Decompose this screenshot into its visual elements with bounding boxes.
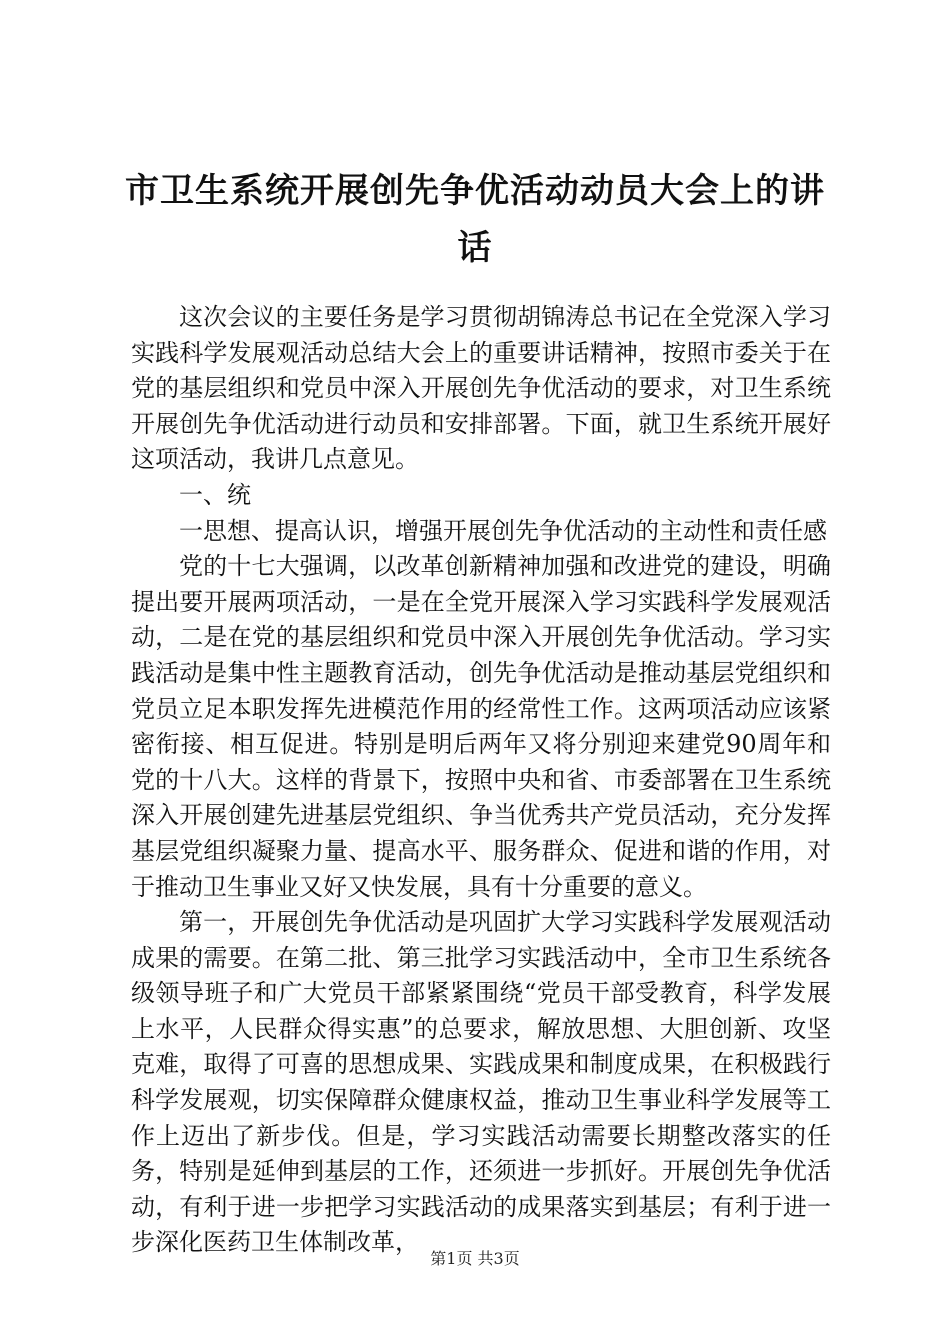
page-number-footer: 第1页 共3页 xyxy=(430,1249,520,1268)
document-body xyxy=(131,300,831,1261)
paragraph: 这次会议的主要任务是学习贯彻胡锦涛总书记在全党深入学习实践科学发展观活动总结大会上的重要讲话精神，按照市委关于在党的基层组织和党员中深入开展创先争优活动的要求，对卫生系统开展创先争优活动进行动员和安排部署。下面，就卫生系统开展好这项活动，我讲几点意见。 xyxy=(131,303,831,474)
section-subheading: 一思想、提高认识，增强开展创先争优活动的主动性和责任感 xyxy=(179,516,827,545)
paragraph: 第一，开展创先争优活动是巩固扩大学习实践科学发展观活动成果的需要。在第二批、第三批学习实践活动中，全市卫生系统各级领导班子和广大党员干部紧紧围绕“党员干部受教育，科学发展上水平，人民群众得实惠”的总要求，解放思想、大胆创新、攻坚克难，取得了可喜的思想成果、实践成果和制度成果，在积极践行科学发展观，切实保障群众健康权益，推动卫生事业科学发展等工作上迈出了新步伐。但是，学习实践活动需要长期整改落实的任务，特别是延伸到基层的工作，还须进一步抓好。开展创先争优活动，有利于进一步把学习实践活动的成果落实到基层；有利于进一步深化医药卫生体制改革， xyxy=(131,908,831,1257)
document-title-line-1: 市卫生系统开展创先争优活动动员大会上的讲 xyxy=(125,171,825,211)
paragraph: 党的十七大强调，以改革创新精神加强和改进党的建设，明确提出要开展两项活动，一是在全党开展深入学习实践科学发展观活动，二是在党的基层组织和党员中深入开展创先争优活动。学习实践活动是集中性主题教育活动，创先争优活动是推动基层党组织和党员立足本职发挥先进模范作用的经常性工作。这两项活动应该紧密衔接、相互促进。特别是明后两年又将分别迎来建党90周年和党的十八大。这样的背景下，按照中央和省、市委部署在卫生系统深入开展创建先进基层党组织、争当优秀共产党员活动，充分发挥基层党组织凝聚力量、提高水平、服务群众、促进和谐的作用，对于推动卫生事业又好又快发展，具有十分重要的意义。 xyxy=(131,552,831,901)
document-title-line-2: 话 xyxy=(457,228,493,268)
section-heading: 一、统 xyxy=(179,480,251,509)
